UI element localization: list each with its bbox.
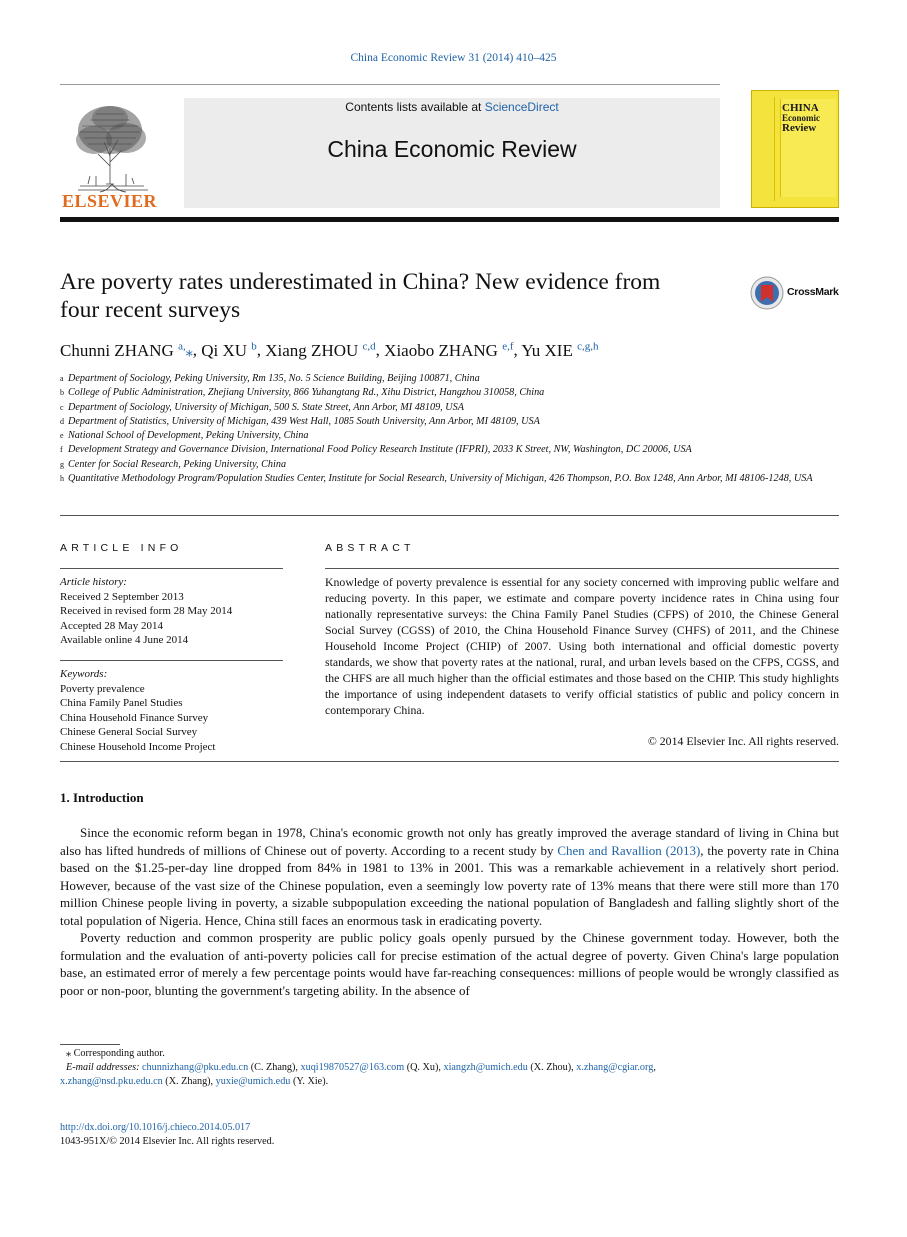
abstract-rule (325, 568, 839, 569)
affiliation-text: Department of Sociology, University of Michigan, 500 S. State Street, Ann Arbor, MI 48109, USA (68, 401, 464, 413)
abstract-copyright: © 2014 Elsevier Inc. All rights reserved. (647, 734, 839, 748)
affiliation-key: h (60, 474, 64, 484)
affiliation-key: g (60, 459, 64, 469)
abstract-heading: ABSTRACT (325, 542, 415, 554)
article-info-heading: ARTICLE INFO (60, 542, 183, 554)
contents-line (184, 100, 720, 114)
affiliation (60, 386, 839, 400)
article-history (60, 575, 283, 648)
crossmark-icon[interactable] (750, 276, 784, 310)
keywords (60, 667, 283, 754)
author-affil: e,f (502, 340, 514, 352)
author-sep: , (513, 340, 522, 360)
header-rule (60, 84, 720, 85)
journal-reference-link[interactable]: China Economic Review 31 (2014) 410–425 (350, 52, 557, 64)
paragraph (60, 824, 839, 929)
keywords-label: Keywords: (60, 668, 108, 680)
crossmark-label[interactable]: CrossMark (787, 286, 839, 298)
affiliation-key: c (60, 402, 64, 412)
footnotes (60, 1047, 839, 1090)
journal-title[interactable]: China Economic Review (327, 136, 577, 162)
email-link[interactable]: xuqi19870527@163.com (300, 1062, 405, 1074)
contents-prefix: Contents lists available at (345, 100, 485, 114)
keyword: Poverty prevalence (60, 682, 145, 695)
author-sep: , (375, 340, 385, 360)
affiliation (60, 443, 839, 457)
section-rule (60, 515, 839, 516)
author-affil: a, (178, 340, 186, 352)
affiliations (60, 372, 839, 486)
author[interactable] (201, 341, 257, 360)
author[interactable] (265, 341, 375, 360)
affiliation-text: Quantitative Methodology Program/Population Studies Center, Institute for Social Research, University of Michigan, 426 Thompson, P.O. Box 1248, Ann Arbor, MI 48106-1248, USA (68, 473, 813, 485)
header-thick-rule (60, 217, 839, 222)
email-link[interactable]: x.zhang@nsd.pku.edu.cn (60, 1076, 163, 1088)
email-link[interactable]: x.zhang@cgiar.org (576, 1062, 654, 1074)
author-list (60, 340, 840, 361)
author-name: Xiang ZHOU (265, 340, 359, 360)
affiliation-key: b (60, 388, 64, 398)
affiliation (60, 415, 839, 429)
affiliation-text: National School of Development, Peking University, China (68, 430, 309, 442)
affiliation (60, 472, 839, 486)
cover-title (782, 103, 837, 133)
author[interactable] (521, 341, 598, 360)
author-affil: b (251, 340, 257, 352)
cover-title-line2: Economic (782, 113, 820, 123)
affiliation-text: College of Public Administration, Zhejiang University, 866 Yuhangtang Rd., Xihu District, Hangzhou 310058, China (68, 387, 545, 399)
keyword: China Family Panel Studies (60, 697, 183, 709)
author-sep: , (256, 340, 266, 360)
journal-reference[interactable] (0, 52, 907, 64)
section-heading: 1. Introduction (60, 790, 144, 805)
author[interactable] (384, 341, 513, 360)
abstract-text: Knowledge of poverty prevalence is essential for any society concerned with improving public welfare and reducing poverty. In this paper, we estimate and compare poverty incidence rates in China using four nationally representative surveys: the China Family Panel Studies (CFPS) of 2010, the Chinese General Social Survey (CGSS) of 2010, the China Household Finance Survey (CHFS) of 2011, and the Chinese Household Income Project (CHIP) of 2007. Using both international and official domestic poverty standards, we show that poverty rates at the national, rural, and urban levels based on the CFPS, CGSS, and the CHFS are all much higher than the official estimates and those based on the CHIP. This study highlights the importance of using independent datasets to verify official statistics of public and policy concern in contemporary China. (325, 575, 839, 717)
intro-body (60, 824, 839, 999)
info-rule (60, 568, 283, 569)
affiliation (60, 458, 839, 472)
article-title: Are poverty rates underestimated in China? New evidence from four recent surveys (60, 269, 661, 323)
sciencedirect-link[interactable]: ScienceDirect (484, 100, 559, 114)
history-item: Accepted 28 May 2014 (60, 619, 163, 632)
keyword: China Household Finance Survey (60, 711, 209, 724)
publisher-wordmark: ELSEVIER (62, 191, 158, 211)
affiliation-text: Department of Statistics, University of Michigan, 439 West Hall, 1085 South University, Ann Arbor, MI 48109, USA (68, 415, 540, 427)
corresponding-note: ⁎ Corresponding author. (66, 1048, 165, 1059)
history-item: Received in revised form 28 May 2014 (60, 605, 233, 617)
affiliation-key: f (60, 445, 63, 455)
section-rule (60, 761, 839, 762)
paragraph-text: , the poverty rate in China based on the $1.25-per-day line dropped from 84% in 1981 to 13% in 2001. This was a remarkable achievement in a relatively short period. However, because of the vast size of the Chinese population, even a seemingly low poverty rate of 13% means that there were still more than 170 million Chinese people living in poverty, a sizable subpopulation exceeding the national population of Bangladesh and falling slightly short of the total population of Nigeria. Hence, China still faces an enormous task in eradicating poverty. (60, 842, 839, 928)
affiliation-text: Development Strategy and Governance Division, International Food Policy Research Institute (IFPRI), 2033 K Street, NW, Washington, DC 20006, USA (68, 444, 692, 456)
author-name: Xiaobo ZHANG (384, 340, 498, 360)
affiliation (60, 429, 839, 443)
email-owner: , (653, 1062, 656, 1074)
affiliation-text: Center for Social Research, Peking University, China (68, 458, 287, 470)
keyword: Chinese Household Income Project (60, 740, 216, 753)
author-name: Chunni ZHANG (60, 340, 174, 360)
history-label: Article history: (60, 576, 127, 588)
footnote-rule (60, 1044, 120, 1045)
email-owner: (C. Zhang), (248, 1062, 301, 1074)
corresponding-star: ⁎ (185, 344, 193, 360)
paragraph-text: Since the economic reform began in 1978, China's economic growth not only has greatly improved the average standard of living in China but also has lifted hundreds of millions of Chinese out of poverty. According to a recent study by (60, 825, 839, 858)
doi-link[interactable]: http://dx.doi.org/10.1016/j.chieco.2014.05.017 (60, 1122, 251, 1133)
email-owner: (X. Zhang), (162, 1076, 216, 1088)
author[interactable] (60, 341, 193, 360)
email-link[interactable]: chunnizhang@pku.edu.cn (142, 1062, 249, 1074)
email-line (60, 1061, 839, 1075)
email-owner: (Y. Xie). (290, 1076, 329, 1088)
affiliation (60, 372, 839, 386)
keyword: Chinese General Social Survey (60, 726, 198, 738)
doi[interactable] (60, 1122, 250, 1133)
email-label: E-mail addresses: (66, 1062, 140, 1074)
author-name: Yu XIE (521, 340, 573, 360)
paragraph: Poverty reduction and common prosperity are public policy goals openly pursued by the Chinese government today. However, both the formulation and the evaluation of anti-poverty policies call for precise estimation of the actual degree of poverty. Given China's large population base, an estimated error of merely a few percentage points would have far-reaching consequences: millions of people would be wrongly classified as poor or non-poor, blunting the government's targeting ability. In the absence of (60, 930, 839, 998)
affiliation (60, 401, 839, 415)
author-affil: c,g,h (577, 340, 599, 352)
affiliation-text: Department of Sociology, Peking University, Rm 135, No. 5 Science Building, Beijing 100871, China (68, 373, 480, 384)
author-name: Qi XU (201, 340, 248, 360)
author-affil: c,d (362, 340, 376, 352)
citation-link[interactable]: Chen and Ravallion (2013) (557, 842, 701, 858)
history-item: Available online 4 June 2014 (60, 634, 189, 646)
cover-title-line3: Review (782, 122, 817, 134)
email-owner: (X. Zhou), (527, 1062, 577, 1074)
journal-cover[interactable] (751, 90, 839, 208)
affiliation-key: a (60, 374, 64, 383)
cover-strip (756, 97, 775, 201)
affiliation-key: e (60, 431, 64, 441)
email-owner: (Q. Xu), (404, 1062, 444, 1074)
email-line (60, 1075, 839, 1089)
email-link[interactable]: yuxie@umich.edu (215, 1076, 291, 1088)
affiliation-key: d (60, 416, 64, 426)
cover-title-line1: CHINA (782, 102, 819, 114)
info-rule (60, 660, 283, 661)
author-sep: , (192, 340, 202, 360)
email-link[interactable]: xiangzh@umich.edu (443, 1062, 528, 1074)
history-item: Received 2 September 2013 (60, 590, 184, 603)
issn-copyright: 1043-951X/© 2014 Elsevier Inc. All rights reserved. (60, 1136, 275, 1147)
